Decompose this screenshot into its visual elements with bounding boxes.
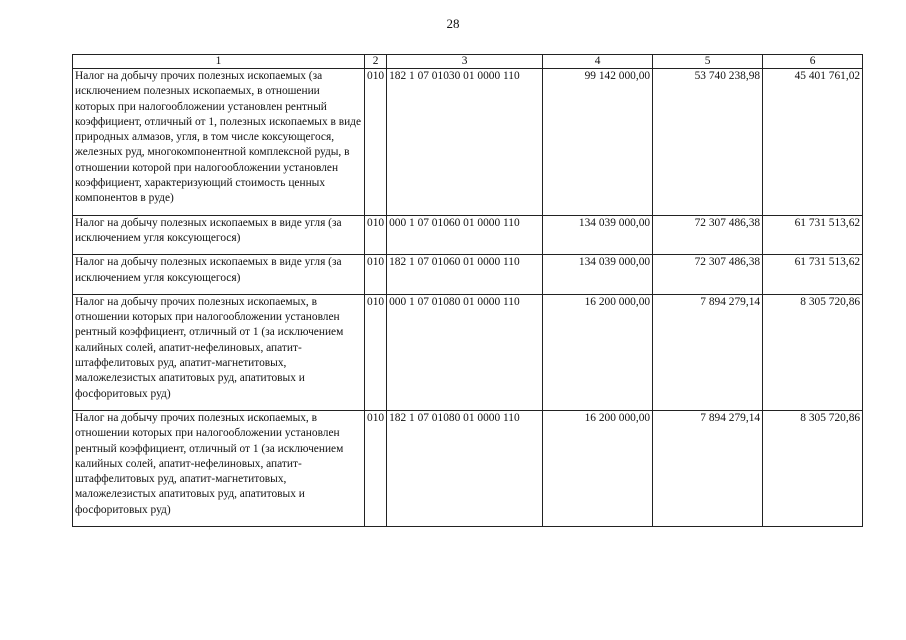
header-row [73,55,863,69]
table-row [73,410,863,526]
row-line-code: 010 [365,215,387,255]
row-approved: 16 200 000,00 [543,410,653,526]
row-executed: 7 894 279,14 [653,410,763,526]
row-name: Налог на добычу прочих полезных ископаемых (за исключением полезных ископаемых, в отношении которых при налогообложении установлен рентный коэффициент, отличный от 1, полезных ископаемых в виде природных алмазов, угля, в том числе коксующегося, железных руд, многокомпонентной комплексной руды, в отношении которой при налогообложении установлен коэффициент, характеризующий стоимость ценных компонентов в руде) [73,69,365,216]
row-line-code: 010 [365,294,387,410]
row-name: Налог на добычу прочих полезных ископаемых, в отношении которых при налогообложении установлен рентный коэффициент, отличный от 1 (за исключением калийных солей, апатит-нефелиновых, апатит-штаффелитовых руд, апатит-магнетитовых, маложелезистых апатитовых руд, апатитовых и фосфоритовых руд) [73,294,365,410]
row-budget-code: 182 1 07 01080 01 0000 110 [387,410,543,526]
row-approved: 99 142 000,00 [543,69,653,216]
header-col-3: 3 [387,55,543,69]
table-row [73,69,863,216]
row-budget-code: 182 1 07 01030 01 0000 110 [387,69,543,216]
row-budget-code: 182 1 07 01060 01 0000 110 [387,255,543,295]
header-col-2: 2 [365,55,387,69]
row-budget-code: 000 1 07 01060 01 0000 110 [387,215,543,255]
page-number: 28 [446,16,460,31]
row-executed: 53 740 238,98 [653,69,763,216]
header-col-4: 4 [543,55,653,69]
row-executed: 72 307 486,38 [653,215,763,255]
report-table [72,54,863,527]
row-name: Налог на добычу полезных ископаемых в виде угля (за исключением угля коксующегося) [73,255,365,295]
table-row [73,255,863,295]
row-unexecuted: 8 305 720,86 [763,410,863,526]
row-budget-code: 000 1 07 01080 01 0000 110 [387,294,543,410]
row-line-code: 010 [365,255,387,295]
row-executed: 72 307 486,38 [653,255,763,295]
row-name: Налог на добычу полезных ископаемых в виде угля (за исключением угля коксующегося) [73,215,365,255]
row-unexecuted: 61 731 513,62 [763,215,863,255]
row-unexecuted: 61 731 513,62 [763,255,863,295]
row-unexecuted: 8 305 720,86 [763,294,863,410]
table-row [73,294,863,410]
row-unexecuted: 45 401 761,02 [763,69,863,216]
header-col-6: 6 [763,55,863,69]
row-approved: 134 039 000,00 [543,215,653,255]
row-line-code: 010 [365,410,387,526]
row-line-code: 010 [365,69,387,216]
header-col-1: 1 [73,55,365,69]
row-approved: 134 039 000,00 [543,255,653,295]
header-col-5: 5 [653,55,763,69]
row-approved: 16 200 000,00 [543,294,653,410]
row-executed: 7 894 279,14 [653,294,763,410]
table-row [73,215,863,255]
row-name: Налог на добычу прочих полезных ископаемых, в отношении которых при налогообложении установлен рентный коэффициент, отличный от 1 (за исключением калийных солей, апатит-нефелиновых, апатит-штаффелитовых руд, апатит-магнетитовых, маложелезистых апатитовых руд, апатитовых и фосфоритовых руд) [73,410,365,526]
